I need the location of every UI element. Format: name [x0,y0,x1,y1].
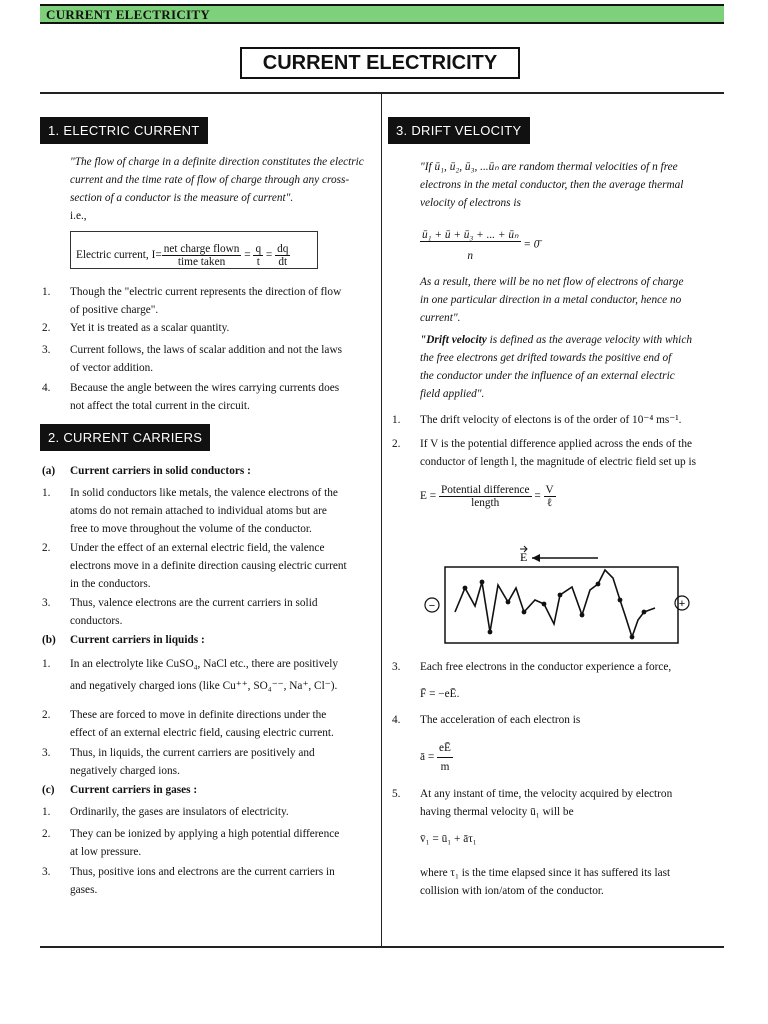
negative-sign: − [428,600,436,612]
line: electrons in the metal conductor, then the average thermal [420,179,684,191]
line: Under the effect of an external electric field, the valence [70,542,325,554]
point-number: 5. [392,788,401,800]
list-item [420,411,725,429]
running-header [40,4,724,24]
point-number: 2. [42,709,51,721]
line: Thus, in liquids, the current carriers are positively and [70,747,315,759]
list-item [70,825,375,861]
line: In an electrolyte like CuSO₄, NaCl etc., there are positively [70,658,339,670]
line: the free electrons get drifted towards the positive end of [420,352,672,364]
subsection-label-c: (c) [42,784,55,796]
where-text [420,864,725,900]
formula-den-1: time taken [177,256,226,268]
line: in the conductors. [70,578,151,590]
electron [522,610,527,615]
electron [630,635,635,640]
drift-intro [420,158,725,212]
subsection-label-a: (a) [42,465,56,477]
velocity-equation: v̄₁ = ū₁ + āτ₁ [420,833,477,845]
formula-den-2: t [256,256,260,268]
line: collision with ion/atom of the conductor. [420,885,604,897]
electron [642,610,647,615]
eq-den: m [440,761,450,773]
conductor-box [445,567,678,643]
line: conductors. [70,615,123,627]
field-num: Potential difference [440,484,530,496]
list-item [70,341,375,377]
eq-num: eĒ [437,739,453,758]
field-num-2: V [545,484,554,496]
line: Though the "electric current represents the direction of flow [70,286,342,298]
line: The drift velocity of electons is of the order of 10⁻⁴ ms⁻¹. [420,414,682,426]
list-item [70,539,375,593]
electron [542,602,547,607]
line: Ordinarily, the gases are insulators of electricity. [70,806,289,818]
average-velocity-formula [420,228,539,262]
field-vector-label: E [520,550,528,564]
drift-term: "Drift velocity [420,334,487,346]
list-item [70,283,375,319]
drift-diagram [420,540,700,650]
subsection-title-a: Current carriers in solid conductors : [70,465,251,477]
electric-current-definition: "The flow of charge in a definite direction constitutes the electric current and the time rate of flow of charge through any cross-section of a conductor is the measure of current". [70,156,364,204]
line: The acceleration of each electron is [420,714,581,726]
point-number: 4. [392,714,401,726]
electric-current-formula: Electric current, I= $\frac{\text{net charge flown}}{\text{time taken}}$ = $\frac{q}{t}$ = $\frac{dq}{dt}$ [70,231,318,269]
field-arrowhead [532,554,540,562]
list-item [420,785,725,848]
drift-result [420,273,725,327]
running-header-title: CURRENT ELECTRICITY [46,7,211,22]
avg-den: n [467,250,474,262]
formula-num-3: dq [277,243,289,255]
formula-num-1: net charge flown [163,243,240,255]
point-number: 3. [392,661,401,673]
section-heading-electric-current: 1. ELECTRIC CURRENT [40,117,208,144]
electron [618,598,623,603]
list-item [420,435,725,471]
line: in one particular direction in a metal conductor, hence no [420,294,682,306]
eq-lhs: ā = [420,751,435,764]
acceleration-equation [420,739,725,776]
line: not affect the total current in the circuit. [70,400,250,412]
line: field applied". [420,388,485,400]
point-number: 1. [42,286,51,298]
line: electrons move in a definite direction causing electric current [70,560,347,572]
subsection-title-b: Current carriers in liquids : [70,634,205,646]
point-number: 2. [42,828,51,840]
line: If V is the potential difference applied across the ends of the [420,438,692,450]
list-item [70,744,375,780]
electron [488,630,493,635]
line: As a result, there will be no net flow of electrons of charge [420,276,684,288]
page-title: CURRENT ELECTRICITY [240,47,520,79]
line: negatively charged ions. [70,765,180,777]
point-number: 2. [42,542,51,554]
line: of positive charge". [70,304,159,316]
point-number: 1. [42,658,51,670]
line: These are forced to move in definite directions under the [70,709,327,721]
field-den: length [471,497,500,509]
line: is defined as the average velocity with which [486,334,692,346]
line: "If ū₁, ū₂, ū₃, ...ūₙ are random thermal velocities of n free [420,161,678,173]
line: Each free electrons in the conductor experience a force, [420,661,672,673]
list-item [70,803,375,821]
list-item [70,484,375,538]
point-number: 2. [392,438,401,450]
point-number: 3. [42,344,51,356]
line: At any instant of time, the velocity acquired by electron [420,788,673,800]
list-item [70,379,375,415]
avg-rhs: = 0̄ [523,238,540,251]
field-den-2: ℓ [546,497,553,509]
electron [596,582,601,587]
line: Yet it is treated as a scalar quantity. [70,322,230,334]
electron [506,600,511,605]
subsection-label-b: (b) [42,634,56,646]
list-item [70,594,375,630]
line: the conductor under the influence of an external electric [420,370,675,382]
line: Because the angle between the wires carrying currents does [70,382,340,394]
electron [480,580,485,585]
column-divider [381,92,382,947]
line: and negatively charged ions (like Cu⁺⁺, SO₄⁻⁻, Na⁺, Cl⁻). [70,680,338,692]
list-item [70,706,375,742]
point-number: 3. [42,747,51,759]
line: Thus, positive ions and electrons are the current carriers in [70,866,335,878]
field-formula: E = $\frac{\text{Potential difference}}{\text{length}}$ = $\frac{V}{\text{ℓ}}$ [420,484,554,509]
positive-sign: + [678,598,686,610]
line: gases. [70,884,98,896]
point-number: 1. [42,487,51,499]
line: In solid conductors like metals, the valence electrons of the [70,487,338,499]
list-item [420,711,725,776]
line: current". [420,312,461,324]
electron-path [455,570,655,637]
list-item [70,319,375,337]
point-number: 3. [42,597,51,609]
drift-definition [420,331,725,403]
section-heading-drift-velocity: 3. DRIFT VELOCITY [388,117,530,144]
line: Current follows, the laws of scalar addition and not the laws [70,344,343,356]
line: free to move throughout the volume of the conductor. [70,523,312,535]
electron [558,593,563,598]
avg-num: ū₁ + ū + ū₃ + ... + ūₙ [422,229,519,241]
formula-num-2: q [255,243,262,255]
line: They can be ionized by applying a high potential difference [70,828,340,840]
formula-label: Electric current, I= [76,249,162,262]
line: at low pressure. [70,846,142,858]
line: Thus, valence electrons are the current carriers in solid [70,597,318,609]
list-item [420,658,725,703]
section-heading-current-carriers: 2. CURRENT CARRIERS [40,424,210,451]
line: atoms do not remain attached to individual atoms but are [70,505,327,517]
line: conductor of length l, the magnitude of electric field set up is [420,456,697,468]
line: effect of an external electric field, causing electric current. [70,727,334,739]
subsection-title-c: Current carriers in gases : [70,784,198,796]
point-number: 3. [42,866,51,878]
line: where τ₁ is the time elapsed since it has suffered its last [420,867,671,879]
point-number: 4. [42,382,51,394]
formula-den-3: dt [278,256,288,268]
title-rule [40,92,724,94]
electron [463,586,468,591]
line: velocity of electrons is [420,197,521,209]
field-label: E = [420,490,437,503]
list-item [70,863,375,899]
point-number: 2. [42,322,51,334]
electron [580,613,585,618]
point-number: 1. [392,414,401,426]
point-number: 1. [42,806,51,818]
line: of vector addition. [70,362,154,374]
electron-dots [463,580,647,640]
ie-text: i.e., [70,210,87,222]
force-equation: F̄ = −eĒ. [420,688,460,700]
line: having thermal velocity ū₁ will be [420,806,574,818]
list-item [70,655,375,695]
bottom-rule [40,946,724,948]
